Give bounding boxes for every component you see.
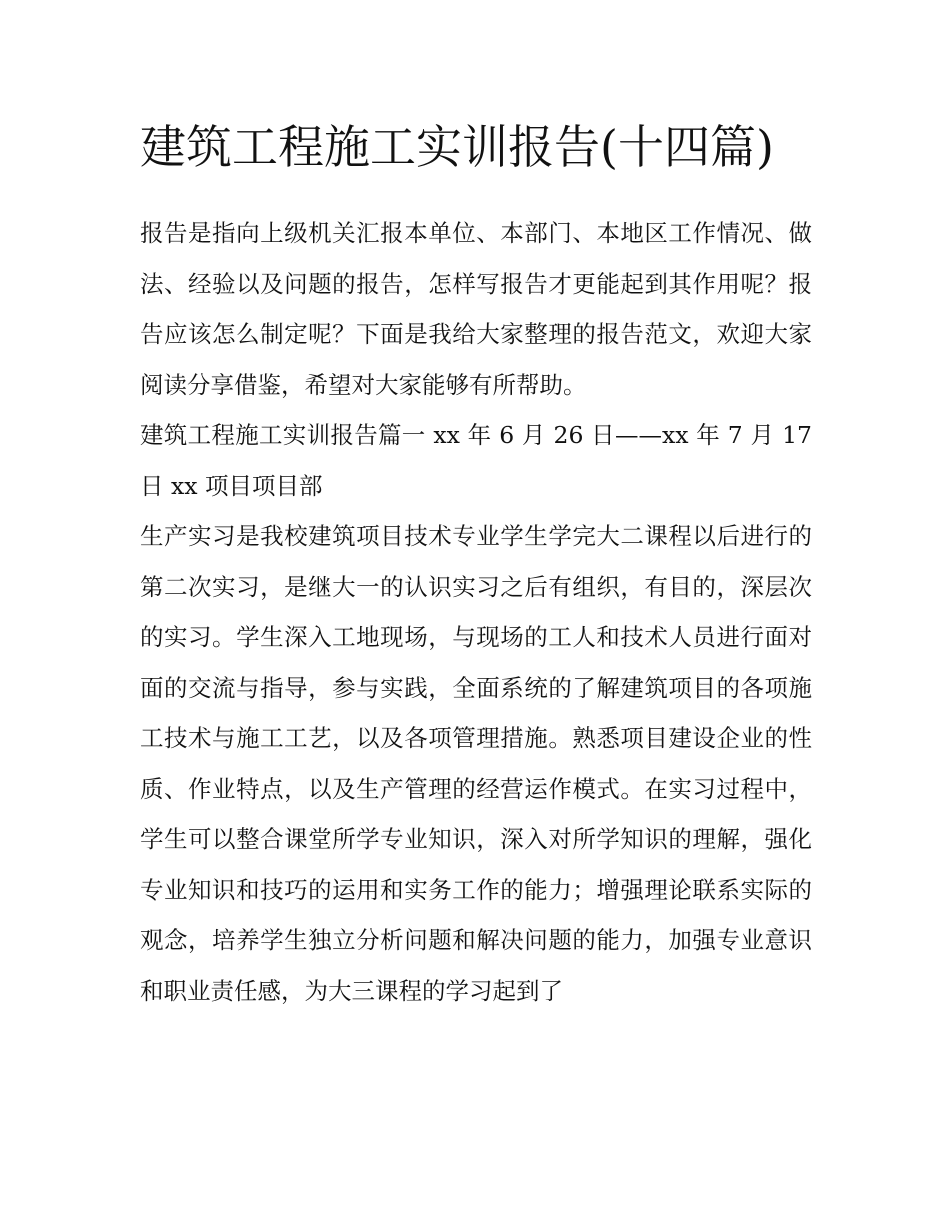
intro-paragraph: 报告是指向上级机关汇报本单位、本部门、本地区工作情况、做法、经验以及问题的报告，怎样写报告才更能起到其作用呢？报告应该怎么制定呢？下面是我给大家整理的报告范文，欢迎大家阅读分享借鉴，希望对大家能够有所帮助。 bbox=[140, 219, 812, 399]
section-heading-paragraph: 建筑工程施工实训报告篇一 xx 年 6 月 26 日——xx 年 7 月 17 日 xx 项目项目部 bbox=[140, 421, 812, 500]
paragraph-list bbox=[140, 208, 812, 1016]
document-title: 建筑工程施工实训报告(十四篇) bbox=[140, 120, 774, 174]
document-body bbox=[140, 112, 812, 1016]
body-paragraph: 生产实习是我校建筑项目技术专业学生学完大二课程以后进行的第二次实习，是继大一的认识实习之后有组织，有目的，深层次的实习。学生深入工地现场，与现场的工人和技术人员进行面对面的交流与指导，参与实践，全面系统的了解建筑项目的各项施工技术与施工工艺，以及各项管理措施。熟悉项目建设企业的性质、作业特点，以及生产管理的经营运作模式。在实习过程中，学生可以整合课堂所学专业知识，深入对所学知识的理解，强化专业知识和技巧的运用和实务工作的能力；增强理论联系实际的观念，培养学生独立分析问题和解决问题的能力，加强专业意识和职业责任感，为大三课程的学习起到了 bbox=[140, 522, 812, 1005]
